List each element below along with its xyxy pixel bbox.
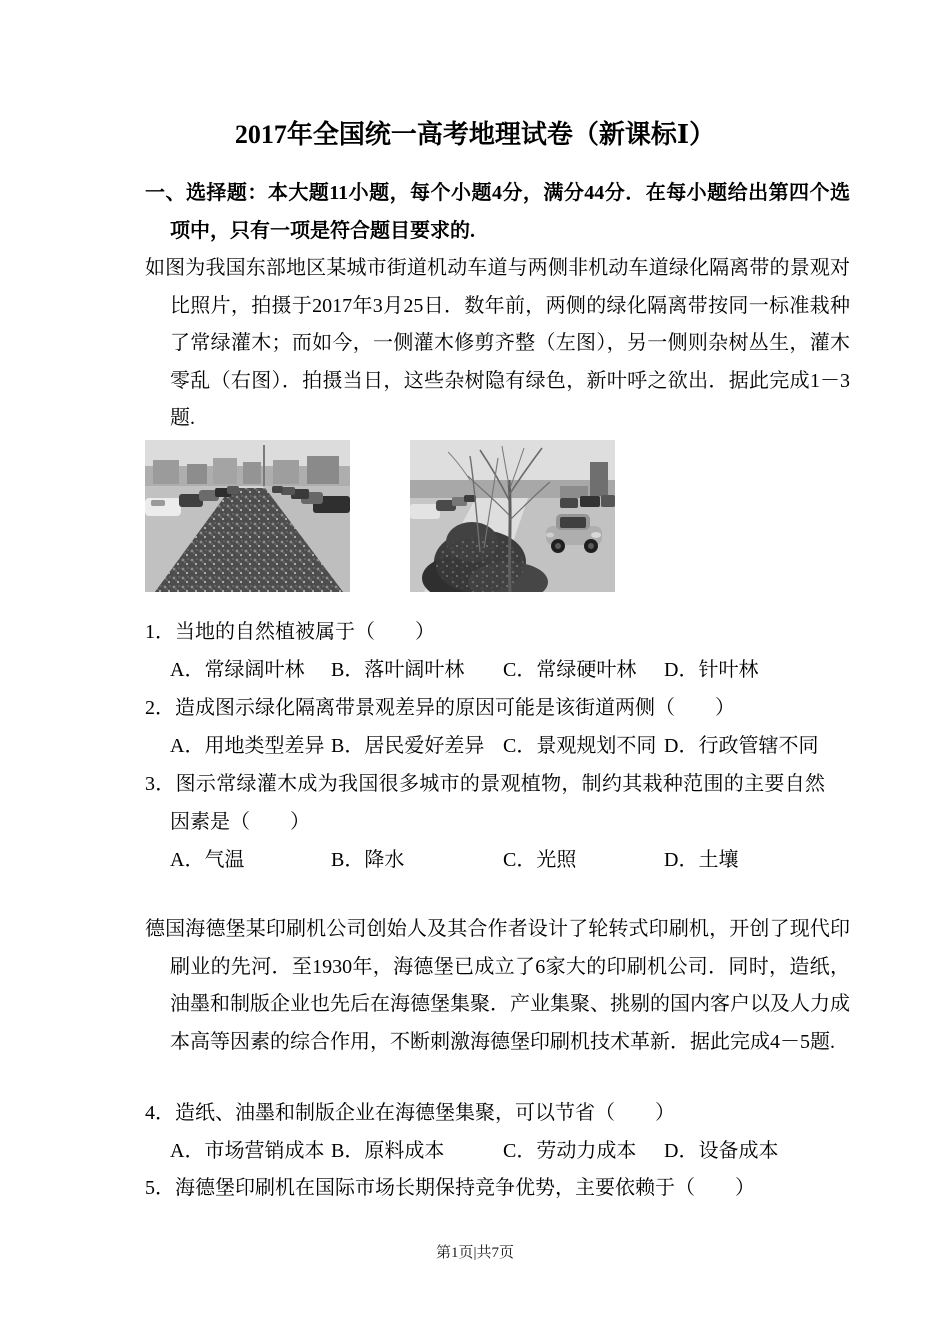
comparison-photos (145, 440, 825, 592)
question-1-text: 当地的自然植被属于（ ） (175, 621, 435, 643)
question-4-stem (145, 1094, 825, 1132)
question-3-option-b: B．降水 (331, 849, 405, 871)
question-2-option-d: D．行政管辖不同 (664, 735, 819, 757)
street-median-trimmed-shrubs-photo (145, 440, 350, 592)
question-2-text: 造成图示绿化隔离带景观差异的原因可能是该街道两侧（ ） (175, 697, 735, 719)
question-3-text: 图示常绿灌木成为我国很多城市的景观植物，制约其栽种范围的主要自然因素是（ ） (170, 773, 826, 833)
question-4-option-b: B．原料成本 (331, 1140, 445, 1162)
passage-street-greenbelt: 如图为我国东部地区某城市街道机动车道与两侧非机动车道绿化隔离带的景观对比照片，拍摄于2017年3月25日．数年前，两侧的绿化隔离带按同一标准栽种了常绿灌木；而如今，一侧灌木修剪齐整（左图），另一侧则杂树丛生，灌木零乱（右图）．拍摄当日，这些杂树隐有绿色，新叶呼之欲出．据此完成1－3题. (145, 257, 850, 429)
question-5-stem (145, 1169, 825, 1207)
question-1-options (145, 651, 825, 689)
question-3-number: 3． (145, 773, 176, 795)
question-2-option-a: A．用地类型差异 (170, 735, 325, 757)
question-3-options (145, 841, 825, 879)
question-1-option-c: C．常绿硬叶林 (503, 659, 637, 681)
question-2-stem (145, 689, 825, 727)
question-3-option-a: A．气温 (170, 849, 245, 871)
section-one-heading: 一、选择题：本大题11小题，每个小题4分，满分44分．在每小题给出第四个选项中，只有一项是符合题目要求的. (145, 182, 850, 242)
overgrown-trees-photo-graphic (410, 440, 615, 592)
question-4-text: 造纸、油墨和制版企业在海德堡集聚，可以节省（ ） (175, 1102, 675, 1124)
question-1 (145, 613, 825, 689)
question-4-options (145, 1132, 825, 1170)
question-3-option-d: D．土壤 (664, 849, 739, 871)
trimmed-shrubs-photo-graphic (145, 440, 350, 592)
question-4-option-c: C．劳动力成本 (503, 1140, 637, 1162)
question-1-stem (145, 613, 825, 651)
question-2-number: 2． (145, 697, 175, 719)
question-3-stem (145, 765, 825, 841)
question-2-option-b: B．居民爱好差异 (331, 735, 485, 757)
question-3-option-c: C．光照 (503, 849, 577, 871)
question-4 (145, 1094, 825, 1170)
page-title: 2017年全国统一高考地理试卷（新课标Ⅰ） (234, 120, 716, 149)
question-2 (145, 689, 825, 765)
question-2-option-c: C．景观规划不同 (503, 735, 657, 757)
question-4-option-a: A．市场营销成本 (170, 1140, 325, 1162)
question-2-options (145, 727, 825, 765)
question-4-number: 4． (145, 1102, 175, 1124)
question-5 (145, 1169, 825, 1207)
street-median-overgrown-trees-photo (410, 440, 615, 592)
passage-heidelberg-printing: 德国海德堡某印刷机公司创始人及其合作者设计了轮转式印刷机，开创了现代印刷业的先河．至1930年，海德堡已成立了6家大的印刷机公司．同时，造纸，油墨和制版企业也先后在海德堡集聚．产业集聚、挑剔的国内客户以及人力成本高等因素的综合作用，不断刺激海德堡印刷机技术革新．据此完成4－5题. (145, 918, 850, 1053)
page-number-indicator: 第1页|共7页 (435, 1245, 514, 1261)
question-1-option-a: A．常绿阔叶林 (170, 659, 305, 681)
question-5-text: 海德堡印刷机在国际市场长期保持竞争优势，主要依赖于（ ） (175, 1177, 755, 1199)
question-1-option-b: B．落叶阔叶林 (331, 659, 465, 681)
question-1-number: 1． (145, 621, 175, 643)
question-1-option-d: D．针叶林 (664, 659, 759, 681)
question-5-number: 5． (145, 1177, 175, 1199)
question-3 (145, 765, 825, 879)
question-4-option-d: D．设备成本 (664, 1140, 779, 1162)
